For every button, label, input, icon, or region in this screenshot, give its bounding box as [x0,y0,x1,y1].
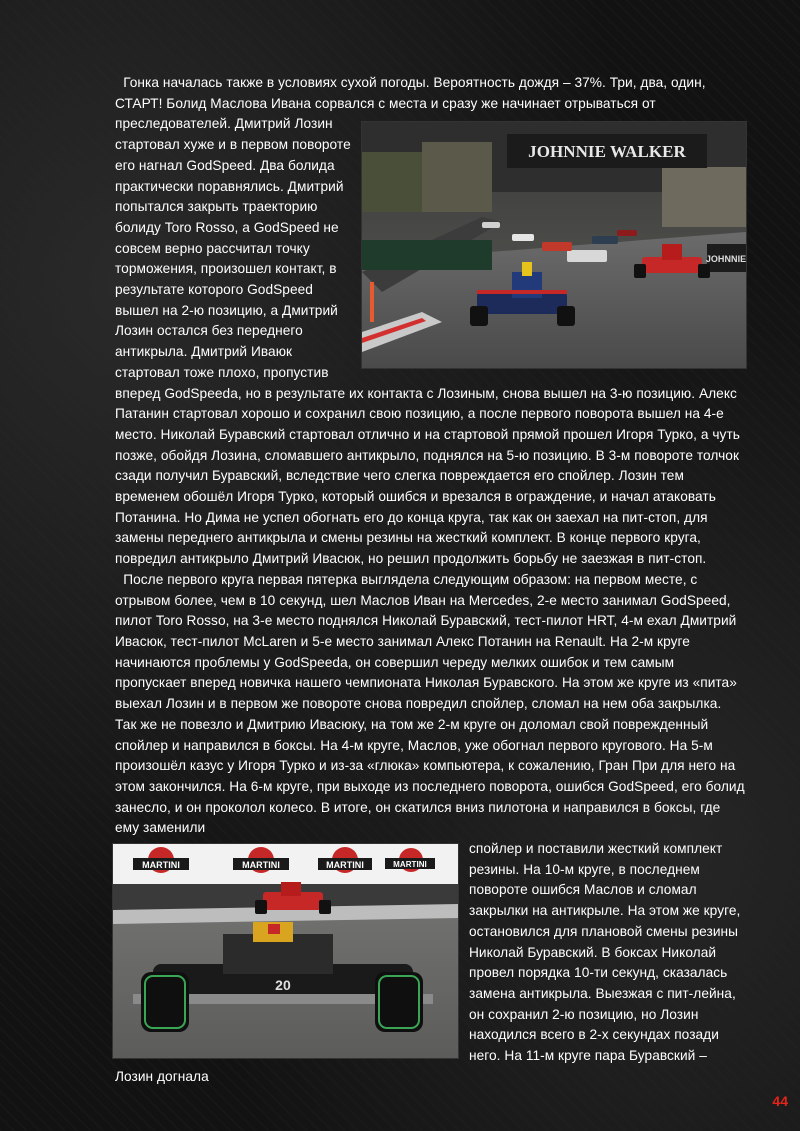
hrt-car-photo [112,843,459,1059]
martini-banners [113,844,458,884]
martini-banner-3: MARTINI [326,860,364,871]
johnnie-walker-banner: JOHNNIE WALKER [528,142,686,162]
paragraph-1-intro: Гонка началась также в условиях сухой погоды. Вероятность дождя – 37%. Три, два, один, СТАРТ! Болид Маслова Ивана сорвался с места и сразу же начинает отрываться от [115,75,706,111]
martini-banner-1: MARTINI [142,860,180,871]
paragraph-1-continued: преследователей. Дмитрий Лозин стартовал хуже и в первом повороте его нагнал GodSpeed. Два болида практически поравнялись. Дмитрий попытался закрыть траекторию болиду Toro Rosso, а GodSpeed не совсем верно рассчитал точку торможения, произошел контакт, в результате которого GodSpeed вышел на 2-ю позицию, а Дмитрий Лозин остался без переднего антикрыла. Дмитрий Иваюк стартовал тоже плохо, пропустив вперед GodSpeeda, но в результате их контакта с Лозиным, снова вышел на 3-ю позицию. Алекс Патанин стартовал хорошо и сохранил свою позицию, а после первого поворота вышел на 4-е место. Николай Буравский стартовал отлично и на стартовой прямой прошел Игоря Турко, а чуть позже, обойдя Лозина, сломавшего антикрыло, поднялся на 5-ю позицию. В 3-м повороте толчок сзади получил Буравский, вследствие чего слегка повреждается его спойлер. Лозин тем временем обошёл Игоря Турко, который ошибся и врезался в ограждение, и начал атаковать Потанина. Но Дима не успел обогнать его до конца круга, так как он заехал на пит-стоп, для замены переднего антикрыла и смены резины на жесткий комплект. В конце первого круга, повредил антикрыло Дмитрий Ивасюк, но решил продолжить борьбу не заезжая в пит-стоп. [115,116,740,567]
hrt-car-photo-drawing [113,844,458,1058]
martini-banner-4: MARTINI [393,860,427,870]
johnnie-side-banner: JOHNNIE [705,254,746,265]
car-number: 20 [275,977,291,994]
race-start-photo-drawing [362,122,746,368]
article-body [115,73,745,1087]
page-number: 44 [772,1093,788,1109]
martini-banner-2: MARTINI [242,860,280,871]
race-start-photo [361,121,747,369]
paragraph-2-intro: После первого круга первая пятерка выглядела следующим образом: на первом месте, с отрывом более, чем в 10 секунд, шел Маслов Иван на Mercedes, 2-е место занимал GodSpeed, пилот Toro Rosso, на 3-е место поднялся Николай Буравский, тест-пилот HRT, 4-м ехал Дмитрий Ивасюк, тест-пилот McLaren и 5-е место занимал Алекс Потанин на Renault. На 2-м круге начинаются проблемы у GodSpeeda, он совершил череду мелких ошибок и тем самым пропускает вперед новичка нашего чемпионата Николая Буравского. На этом же круге из «пита» выехал Лозин и в первом же повороте снова повредил спойлер, сломал на нем оба закрылка. Так же не повезло и Дмитрию Ивасюку, на том же 2-м круге он доломал свой поврежденный спойлер и направился в боксы. На 4-м круге, Маслов, уже обогнал первого кругового. На 5-м произошёл казус у Игоря Турко и из-за «глюка» компьютера, к сожалению, Гран При для него на этом закончился. На 6-м круге, при выходе из последнего поворота, ошибся GodSpeed, его болид занесло, и он проколол колесо. В итоге, он скатился вниз пилотона и направился в боксы, где ему заменили [115,571,745,836]
paragraph-2-continued: спойлер и поставили жесткий комплект резины. На 10-м круге, в последнем повороте ошибся Маслов и сломал закрылки на антикрыле. На этом же круге, остановился для плановой смены резины Николай Буравский. В боксах Николай провел порядка 10-ти секунд, сказалась замена антикрыла. Выезжая с пит-лейна, он сохранил 2-ю позицию, но Лозин находился всего в 2-х секундах позади него. На 11-м круге пара Буравский – Лозин догнала [115,841,741,1084]
